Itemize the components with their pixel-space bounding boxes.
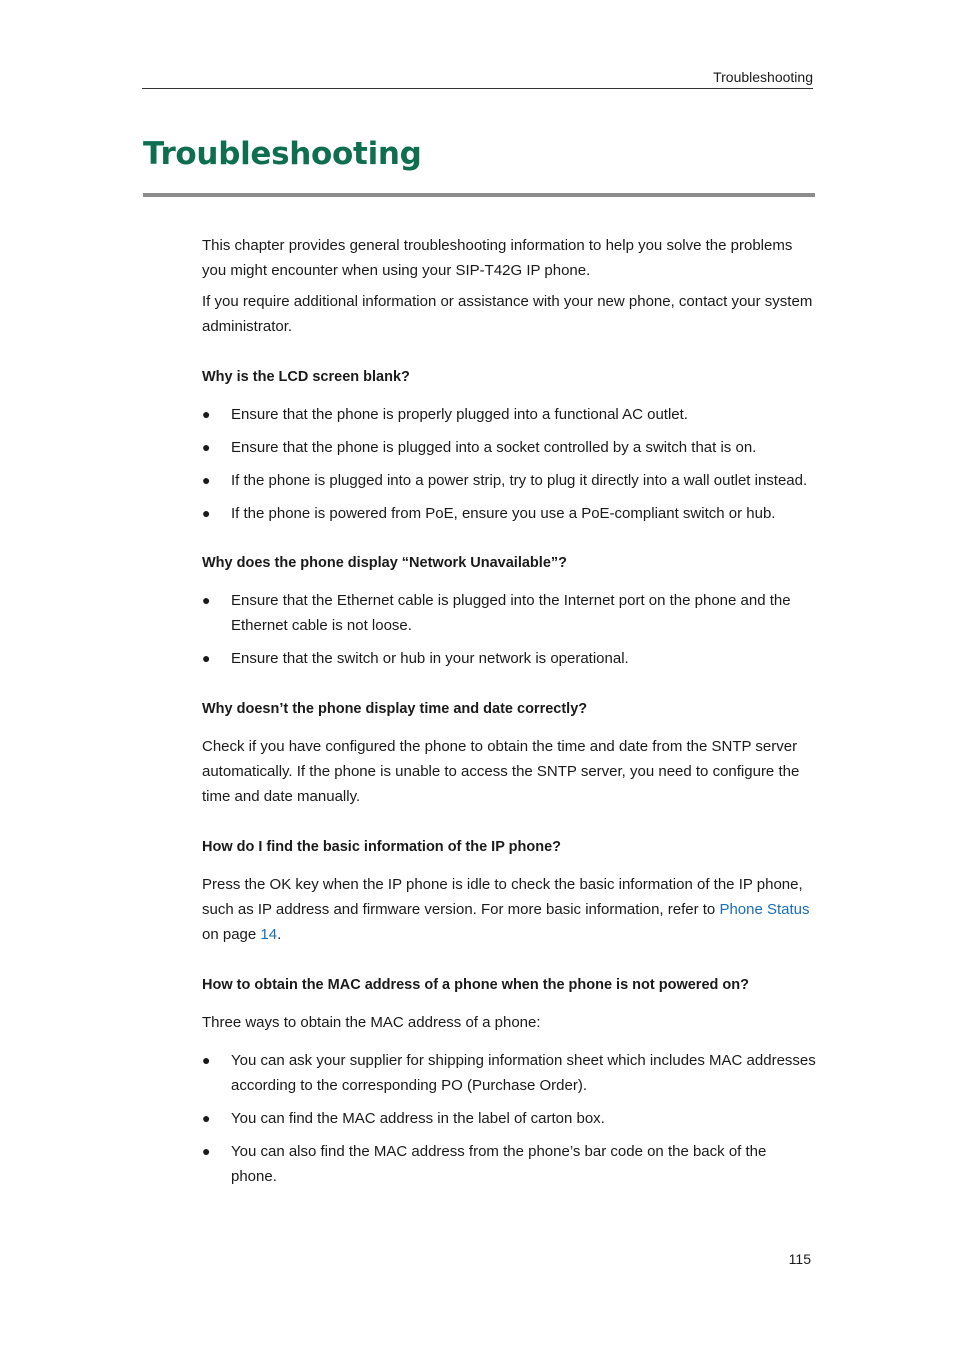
- intro-paragraph-1: This chapter provides general troubleshooting information to help you solve the problems you might encounter when using your SIP-T42G IP phone.: [202, 237, 793, 279]
- bullet-icon: ●: [202, 439, 211, 455]
- list-item: ● Ensure that the switch or hub in your network is operational.: [202, 646, 816, 671]
- title-rule: [143, 193, 815, 197]
- bullet-icon: ●: [202, 1110, 211, 1126]
- info-paragraph: Press the OK key when the IP phone is idle to check the basic information of the IP phone, such as IP address and firmware version. For more basic information, refer to Phone Status on page 14.: [202, 876, 810, 943]
- list-item: ● If the phone is plugged into a power strip, try to plug it directly into a wall outlet instead.: [202, 468, 816, 493]
- question-info: How do I find the basic information of the IP phone?: [202, 839, 562, 855]
- mac-intro-paragraph: Three ways to obtain the MAC address of a phone:: [202, 1014, 541, 1031]
- lcd-bullet-list: [202, 402, 816, 526]
- question-network: Why does the phone display “Network Unavailable”?: [202, 555, 567, 571]
- bullet-icon: ●: [202, 1143, 211, 1159]
- mac-bullet-list: [202, 1048, 816, 1189]
- question-mac: How to obtain the MAC address of a phone when the phone is not powered on?: [202, 977, 749, 993]
- bullet-icon: ●: [202, 650, 211, 666]
- list-item: ● You can find the MAC address in the label of carton box.: [202, 1106, 816, 1131]
- question-time: Why doesn’t the phone display time and date correctly?: [202, 701, 588, 717]
- list-item: ● You can ask your supplier for shipping information sheet which includes MAC addresses according to the corresponding PO (Purchase Order).: [202, 1048, 816, 1098]
- bullet-icon: ●: [202, 406, 211, 422]
- time-paragraph: Check if you have configured the phone to obtain the time and date from the SNTP server automatically. If the phone is unable to access the SNTP server, you need to configure the time and date manually.: [202, 738, 800, 805]
- list-item: ● Ensure that the phone is plugged into a socket controlled by a switch that is on.: [202, 435, 816, 460]
- page-number: 115: [788, 1251, 811, 1267]
- running-header: Troubleshooting: [142, 68, 813, 89]
- bullet-icon: ●: [202, 472, 211, 488]
- body-content: [202, 233, 816, 1189]
- list-item: ● Ensure that the phone is properly plugged into a functional AC outlet.: [202, 402, 816, 427]
- bullet-icon: ●: [202, 592, 211, 608]
- bullet-icon: ●: [202, 505, 211, 521]
- chapter-title: Troubleshooting: [143, 136, 422, 172]
- phone-status-link[interactable]: Phone Status: [719, 901, 810, 918]
- bullet-icon: ●: [202, 1052, 211, 1068]
- question-lcd: Why is the LCD screen blank?: [202, 369, 410, 385]
- network-bullet-list: [202, 588, 816, 671]
- list-item: ● If the phone is powered from PoE, ensure you use a PoE-compliant switch or hub.: [202, 501, 816, 526]
- list-item: ● Ensure that the Ethernet cable is plugged into the Internet port on the phone and the Ethernet cable is not loose.: [202, 588, 816, 638]
- page-14-link[interactable]: 14: [260, 926, 278, 943]
- intro-paragraph-2: If you require additional information or assistance with your new phone, contact your system administrator.: [202, 293, 813, 335]
- list-item: ● You can also find the MAC address from the phone’s bar code on the back of the phone.: [202, 1139, 816, 1189]
